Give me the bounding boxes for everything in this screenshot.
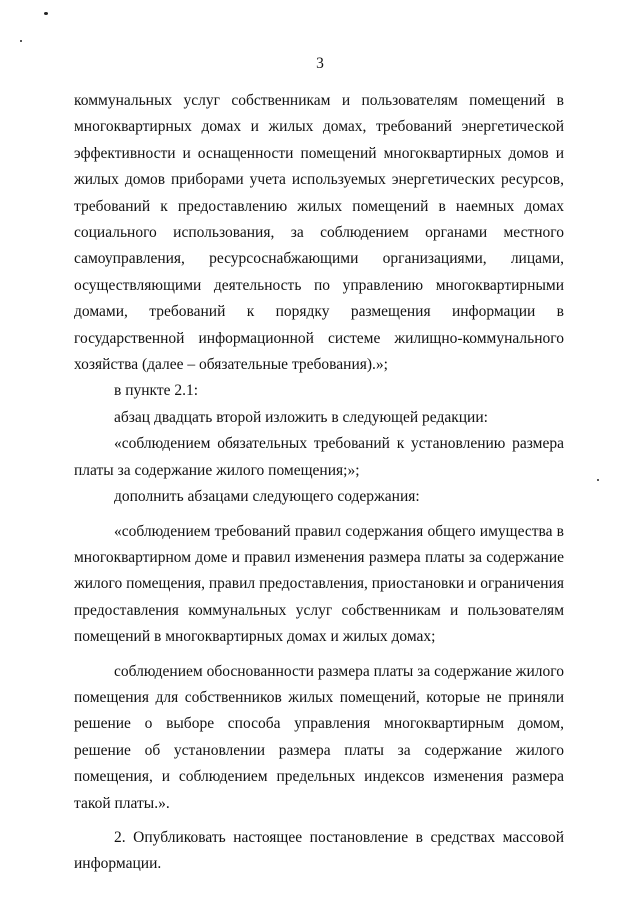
paragraph-continuation: коммунальных услуг собственникам и пользователям помещений в многоквартирных домах и жилых домах, требований энергетической эффективности и оснащенности помещений многоквартирных домов и жилых домов приборами учета используемых энергетических ресурсов, требований к предоставлению жилых помещений в наемных домах социального использования, за соблюдением органами местного самоуправления, ресурсоснабжающими организациями, лицами, осуществляющими деятельность по управлению многоквартирными домами, требований к порядку размещения информации в государственной информационной системе жилищно-коммунального хозяйства (далее – обязательные требования).»; bbox=[74, 92, 564, 374]
document-body bbox=[74, 88, 564, 878]
paragraph-instruction-22: абзац двадцать второй изложить в следующей редакции: bbox=[114, 408, 488, 426]
scan-speck bbox=[597, 479, 599, 481]
paragraph-quote-rules: «соблюдением требований правил содержания общего имущества в многоквартирном доме и правил изменения размера платы за содержание жилого помещения, правил предоставления, приостановки и ограничения предоставления коммунальных услуг собственникам и пользователям помещений в многоквартирных домах и жилых домах; bbox=[74, 522, 564, 646]
paragraph-add-instruction: дополнить абзацами следующего содержания: bbox=[114, 488, 420, 506]
paragraph-point-2-1: в пункте 2.1: bbox=[114, 382, 199, 400]
paragraph-quote-payment: «соблюдением обязательных требований к установлению размера платы за содержание жилого помещения;»; bbox=[74, 435, 564, 479]
scan-speck bbox=[20, 40, 22, 42]
scan-speck bbox=[44, 12, 48, 15]
paragraph-quote-justification: соблюдением обоснованности размера платы за содержание жилого помещения для собственников жилых помещений, которые не приняли решение о выборе способа управления многоквартирным домом, решение об установлении размера платы за содержание жилого помещения, и соблюдением предельных индексов изменения размера такой платы.». bbox=[74, 662, 564, 812]
page-number: 3 bbox=[316, 55, 324, 72]
paragraph-publish: 2. Опубликовать настоящее постановление в средствах массовой информации. bbox=[74, 828, 564, 873]
